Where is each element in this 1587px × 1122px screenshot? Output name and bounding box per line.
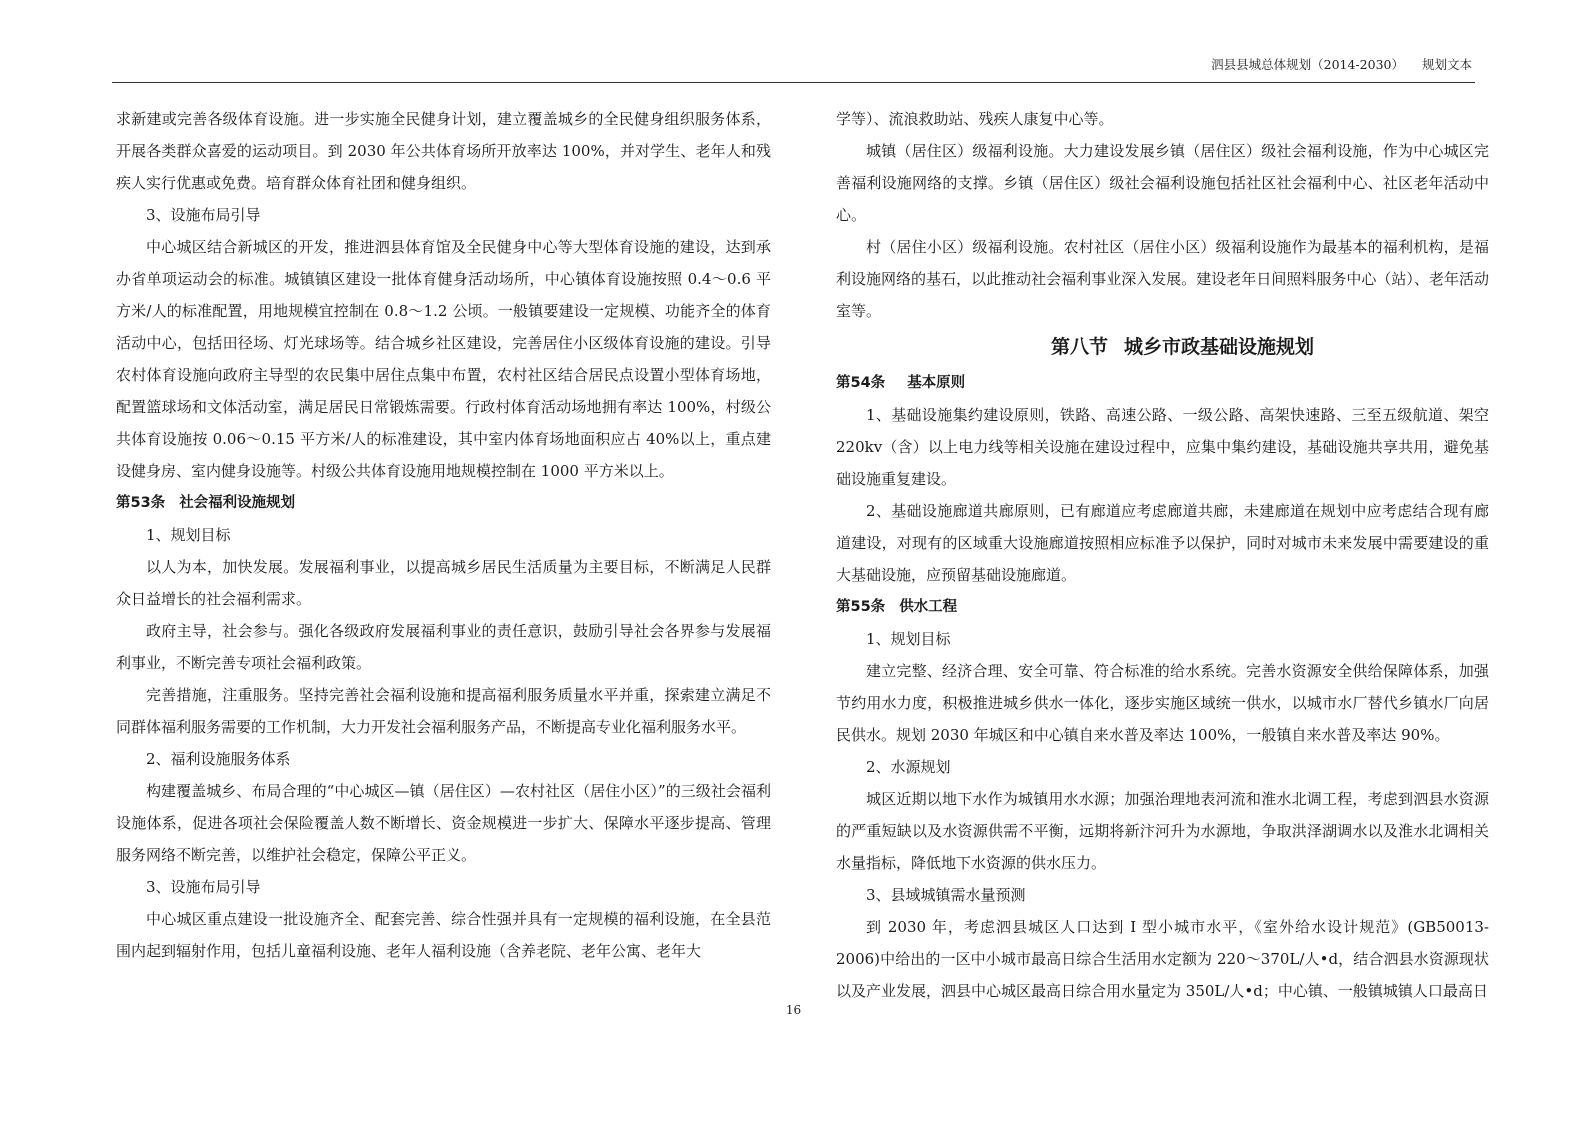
- running-header: [1211, 55, 1472, 73]
- article-heading: [116, 487, 771, 519]
- paragraph: 3、设施布局引导: [146, 206, 261, 224]
- paragraph: 3、设施布局引导: [146, 878, 261, 896]
- paragraph: 构建覆盖城乡、布局合理的“中心城区—镇（居住区）—农村社区（居住小区）”的三级社会福利设施体系，促进各项社会保险覆盖人数不断增长、资金规模进一步扩大、保障水平逐步提高、管理服务网络不断完善，以维护社会稳定，保障公平正义。: [116, 782, 771, 864]
- article-heading: [836, 367, 1489, 399]
- paragraph: 城区近期以地下水作为城镇用水水源；加强治理地表河流和淮水北调工程，考虑到泗县水资源的严重短缺以及水资源供需不平衡，远期将新汴河升为水源地，争取洪泽湖调水以及淮水北调相关水量指标，降低地下水资源的供水压力。: [836, 790, 1489, 872]
- paragraph: 1、基础设施集约建设原则，铁路、高速公路、一级公路、高架快速路、三至五级航道、架空 220kv（含）以上电力线等相关设施在建设过程中，应集中集约建设，基础设施共享共用，避免基础设施重复建设。: [836, 406, 1489, 488]
- paragraph: 2、福利设施服务体系: [146, 750, 291, 768]
- article-title: 供水工程: [899, 599, 958, 615]
- paragraph: 完善措施，注重服务。坚持完善社会福利设施和提高福利服务质量水平并重，探索建立满足不同群体福利服务需要的工作机制，大力开发社会福利服务产品，不断提高专业化福利服务水平。: [116, 686, 771, 736]
- section-number: 第八节: [1050, 336, 1108, 358]
- article-number: 第54条: [836, 375, 886, 391]
- right-column: [836, 103, 1489, 1007]
- paragraph: 以人为本，加快发展。发展福利事业，以提高城乡居民生活质量为主要目标，不断满足人民群众日益增长的社会福利需求。: [116, 558, 771, 608]
- paragraph: 城镇（居住区）级福利设施。大力建设发展乡镇（居住区）级社会福利设施，作为中心城区完善福利设施网络的支撑。乡镇（居住区）级社会福利设施包括社区社会福利中心、社区老年活动中心。: [836, 142, 1489, 224]
- article-title: 基本原则: [907, 375, 966, 391]
- header-doc-title: 泗县县城总体规划（2014-2030）: [1211, 57, 1404, 72]
- paragraph: 村（居住小区）级福利设施。农村社区（居住小区）级福利设施作为最基本的福利机构，是福利设施网络的基石，以此推动社会福利事业深入发展。建设老年日间照料服务中心（站）、老年活动室等。: [836, 238, 1489, 320]
- paragraph: 1、规划目标: [866, 630, 951, 648]
- paragraph: 中心城区重点建设一批设施齐全、配套完善、综合性强并具有一定规模的福利设施，在全县范围内起到辐射作用，包括儿童福利设施、老年人福利设施（含养老院、老年公寓、老年大: [116, 910, 771, 960]
- section-heading: [836, 327, 1489, 367]
- article-number: 第53条: [116, 495, 166, 511]
- header-doc-type: 规划文本: [1421, 57, 1472, 72]
- article-title: 社会福利设施规划: [179, 495, 296, 511]
- paragraph: 学等）、流浪救助站、残疾人康复中心等。: [836, 110, 1114, 128]
- paragraph: 2、水源规划: [866, 758, 951, 776]
- section-title: 城乡市政基础设施规划: [1124, 336, 1315, 358]
- header-rule: [112, 82, 1475, 83]
- left-column: [116, 103, 771, 967]
- paragraph: 中心城区结合新城区的开发，推进泗县体育馆及全民健身中心等大型体育设施的建设，达到承办省单项运动会的标准。城镇镇区建设一批体育健身活动场所，中心镇体育设施按照 0.4～0.6 平方米/人的标准配置，用地规模宜控制在 0.8～1.2 公顷。一般镇要建设一定规模、功能齐全的体育活动中心，包括田径场、灯光球场等。结合城乡社区建设，完善居住小区级体育设施的建设。引导农村体育设施向政府主导型的农民集中居住点集中布置，农村社区结合居民点设置小型体育场地，配置篮球场和文体活动室，满足居民日常锻炼需要。行政村体育活动场地拥有率达 100%，村级公共体育设施按 0.06～0.15 平方米/人的标准建设，其中室内体育场地面积应占 40%以上，重点建设健身房、室内健身设施等。村级公共体育设施用地规模控制在 1000 平方米以上。: [116, 238, 771, 480]
- paragraph: 建立完整、经济合理、安全可靠、符合标准的给水系统。完善水资源安全供给保障体系，加强节约用水力度，积极推进城乡供水一体化，逐步实施区域统一供水，以城市水厂替代乡镇水厂向居民供水。规划 2030 年城区和中心镇自来水普及率达 100%，一般镇自来水普及率达 90%。: [836, 662, 1489, 744]
- paragraph: 政府主导，社会参与。强化各级政府发展福利事业的责任意识，鼓励引导社会各界参与发展福利事业，不断完善专项社会福利政策。: [116, 622, 771, 672]
- paragraph: 到 2030 年，考虑泗县城区人口达到 I 型小城市水平，《室外给水设计规范》(GB50013-2006)中给出的一区中小城市最高日综合生活用水定额为 220～370L/人•d，结合泗县水资源现状以及产业发展，泗县中心城区最高日综合用水量定为 350L/人•d；中心镇、一般镇城镇人口最高日: [836, 918, 1489, 1000]
- paragraph: 1、规划目标: [146, 526, 231, 544]
- paragraph: 求新建或完善各级体育设施。进一步实施全民健身计划，建立覆盖城乡的全民健身组织服务体系，开展各类群众喜爱的运动项目。到 2030 年公共体育场所开放率达 100%，并对学生、老年人和残疾人实行优惠或免费。培育群众体育社团和健身组织。: [116, 110, 771, 192]
- article-number: 第55条: [836, 599, 886, 615]
- paragraph: 3、县域城镇需水量预测: [866, 886, 1026, 904]
- article-heading: [836, 591, 1489, 623]
- paragraph: 2、基础设施廊道共廊原则，已有廊道应考虑廊道共廊，未建廊道在规划中应考虑结合现有廊道建设，对现有的区域重大设施廊道按照相应标准予以保护，同时对城市未来发展中需要建设的重大基础设施，应预留基础设施廊道。: [836, 502, 1489, 584]
- page-number: 16: [785, 1003, 802, 1017]
